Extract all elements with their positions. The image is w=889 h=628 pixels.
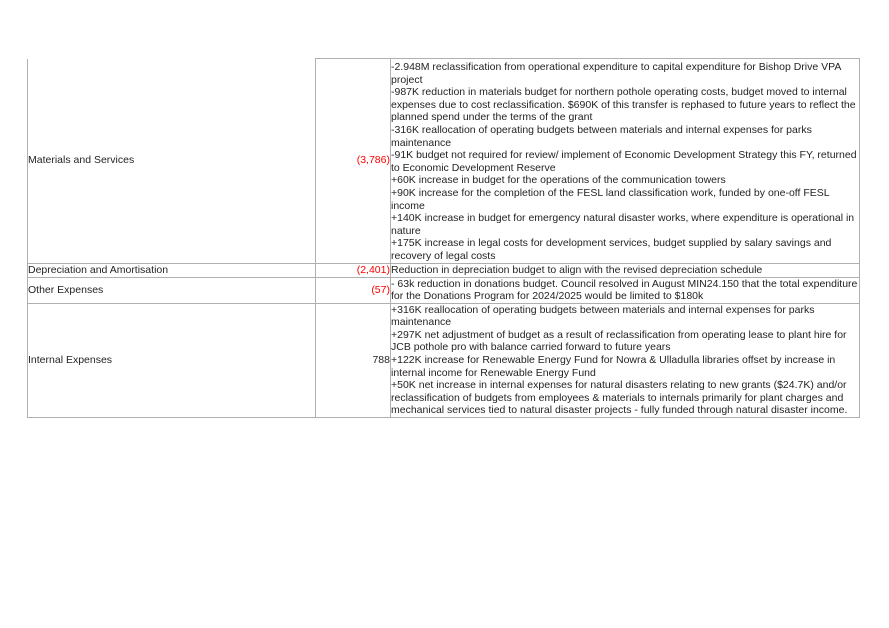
description-line: +90K increase for the completion of the FESL land classification work, funded by one-off FESL income	[391, 186, 830, 212]
row-description-internal-expenses	[391, 303, 860, 417]
row-description-other-expenses	[391, 277, 860, 303]
row-value-depreciation-and-amortisation: (2,401)	[316, 263, 391, 277]
description-line: +122K increase for Renewable Energy Fund for Nowra & Ulladulla libraries offset by increase in internal income for Renewable Energy Fund	[391, 354, 836, 379]
description-line: -316K reallocation of operating budgets between materials and internal expenses for parks maintenance	[391, 123, 812, 149]
description-line: - 63k reduction in donations budget. Council resolved in August MIN24.150 that the total expenditure for the Donations Program for 2024/2025 would be limited to $180k	[391, 277, 858, 303]
description-line: -91K budget not required for review/ implement of Economic Development Strategy this FY, returned to Economic Development Reserve	[391, 149, 857, 174]
row-label-internal-expenses: Internal Expenses	[28, 303, 316, 417]
table-row	[28, 59, 860, 264]
row-value-internal-expenses: 788	[316, 303, 391, 417]
description-line: +60K increase in budget for the operations of the communication towers	[391, 174, 726, 187]
row-description-materials-and-services	[391, 59, 860, 264]
row-value-other-expenses: (57)	[316, 277, 391, 303]
description-line: +175K increase in legal costs for development services, budget supplied by salary savings and recovery of legal costs	[391, 237, 832, 262]
table-row	[28, 277, 860, 303]
table-row	[28, 263, 860, 277]
row-label-depreciation-and-amortisation: Depreciation and Amortisation	[28, 263, 316, 277]
table-body	[28, 59, 860, 418]
row-description-depreciation-and-amortisation	[391, 263, 860, 277]
description-line: +140K increase in budget for emergency natural disaster works, where expenditure is operational in nature	[391, 212, 855, 237]
table-row	[28, 303, 860, 417]
description-line: Reduction in depreciation budget to align with the revised depreciation schedule	[391, 263, 763, 276]
description-line: -987K reduction in materials budget for northern pothole operating costs, budget moved to internal expenses due to cost reclassification. $690K of this transfer is rephased to future years to reflect the planned spend under the terms of the grant	[391, 86, 856, 124]
row-value-materials-and-services: (3,786)	[316, 59, 391, 264]
row-label-materials-and-services: Materials and Services	[28, 59, 316, 264]
description-line: +297K net adjustment of budget as a result of reclassification from operating lease to plant hire for JCB pothole pro with balance carried forward to future years	[391, 328, 847, 354]
description-line: +50K net increase in internal expenses for natural disasters relating to new grants ($24.7K) and/or reclassification of budgets from employees & materials to internals primarily for plant charges and mechanical services tied to natural disaster projects - fully funded through natural disaster income.	[391, 379, 848, 417]
row-label-other-expenses: Other Expenses	[28, 277, 316, 303]
description-line: -2.948M reclassification from operational expenditure to capital expenditure for Bishop Drive VPA project	[391, 61, 841, 86]
description-line: +316K reallocation of operating budgets between materials and internal expenses for parks maintenance	[391, 303, 815, 329]
budget-variance-table	[27, 58, 860, 418]
